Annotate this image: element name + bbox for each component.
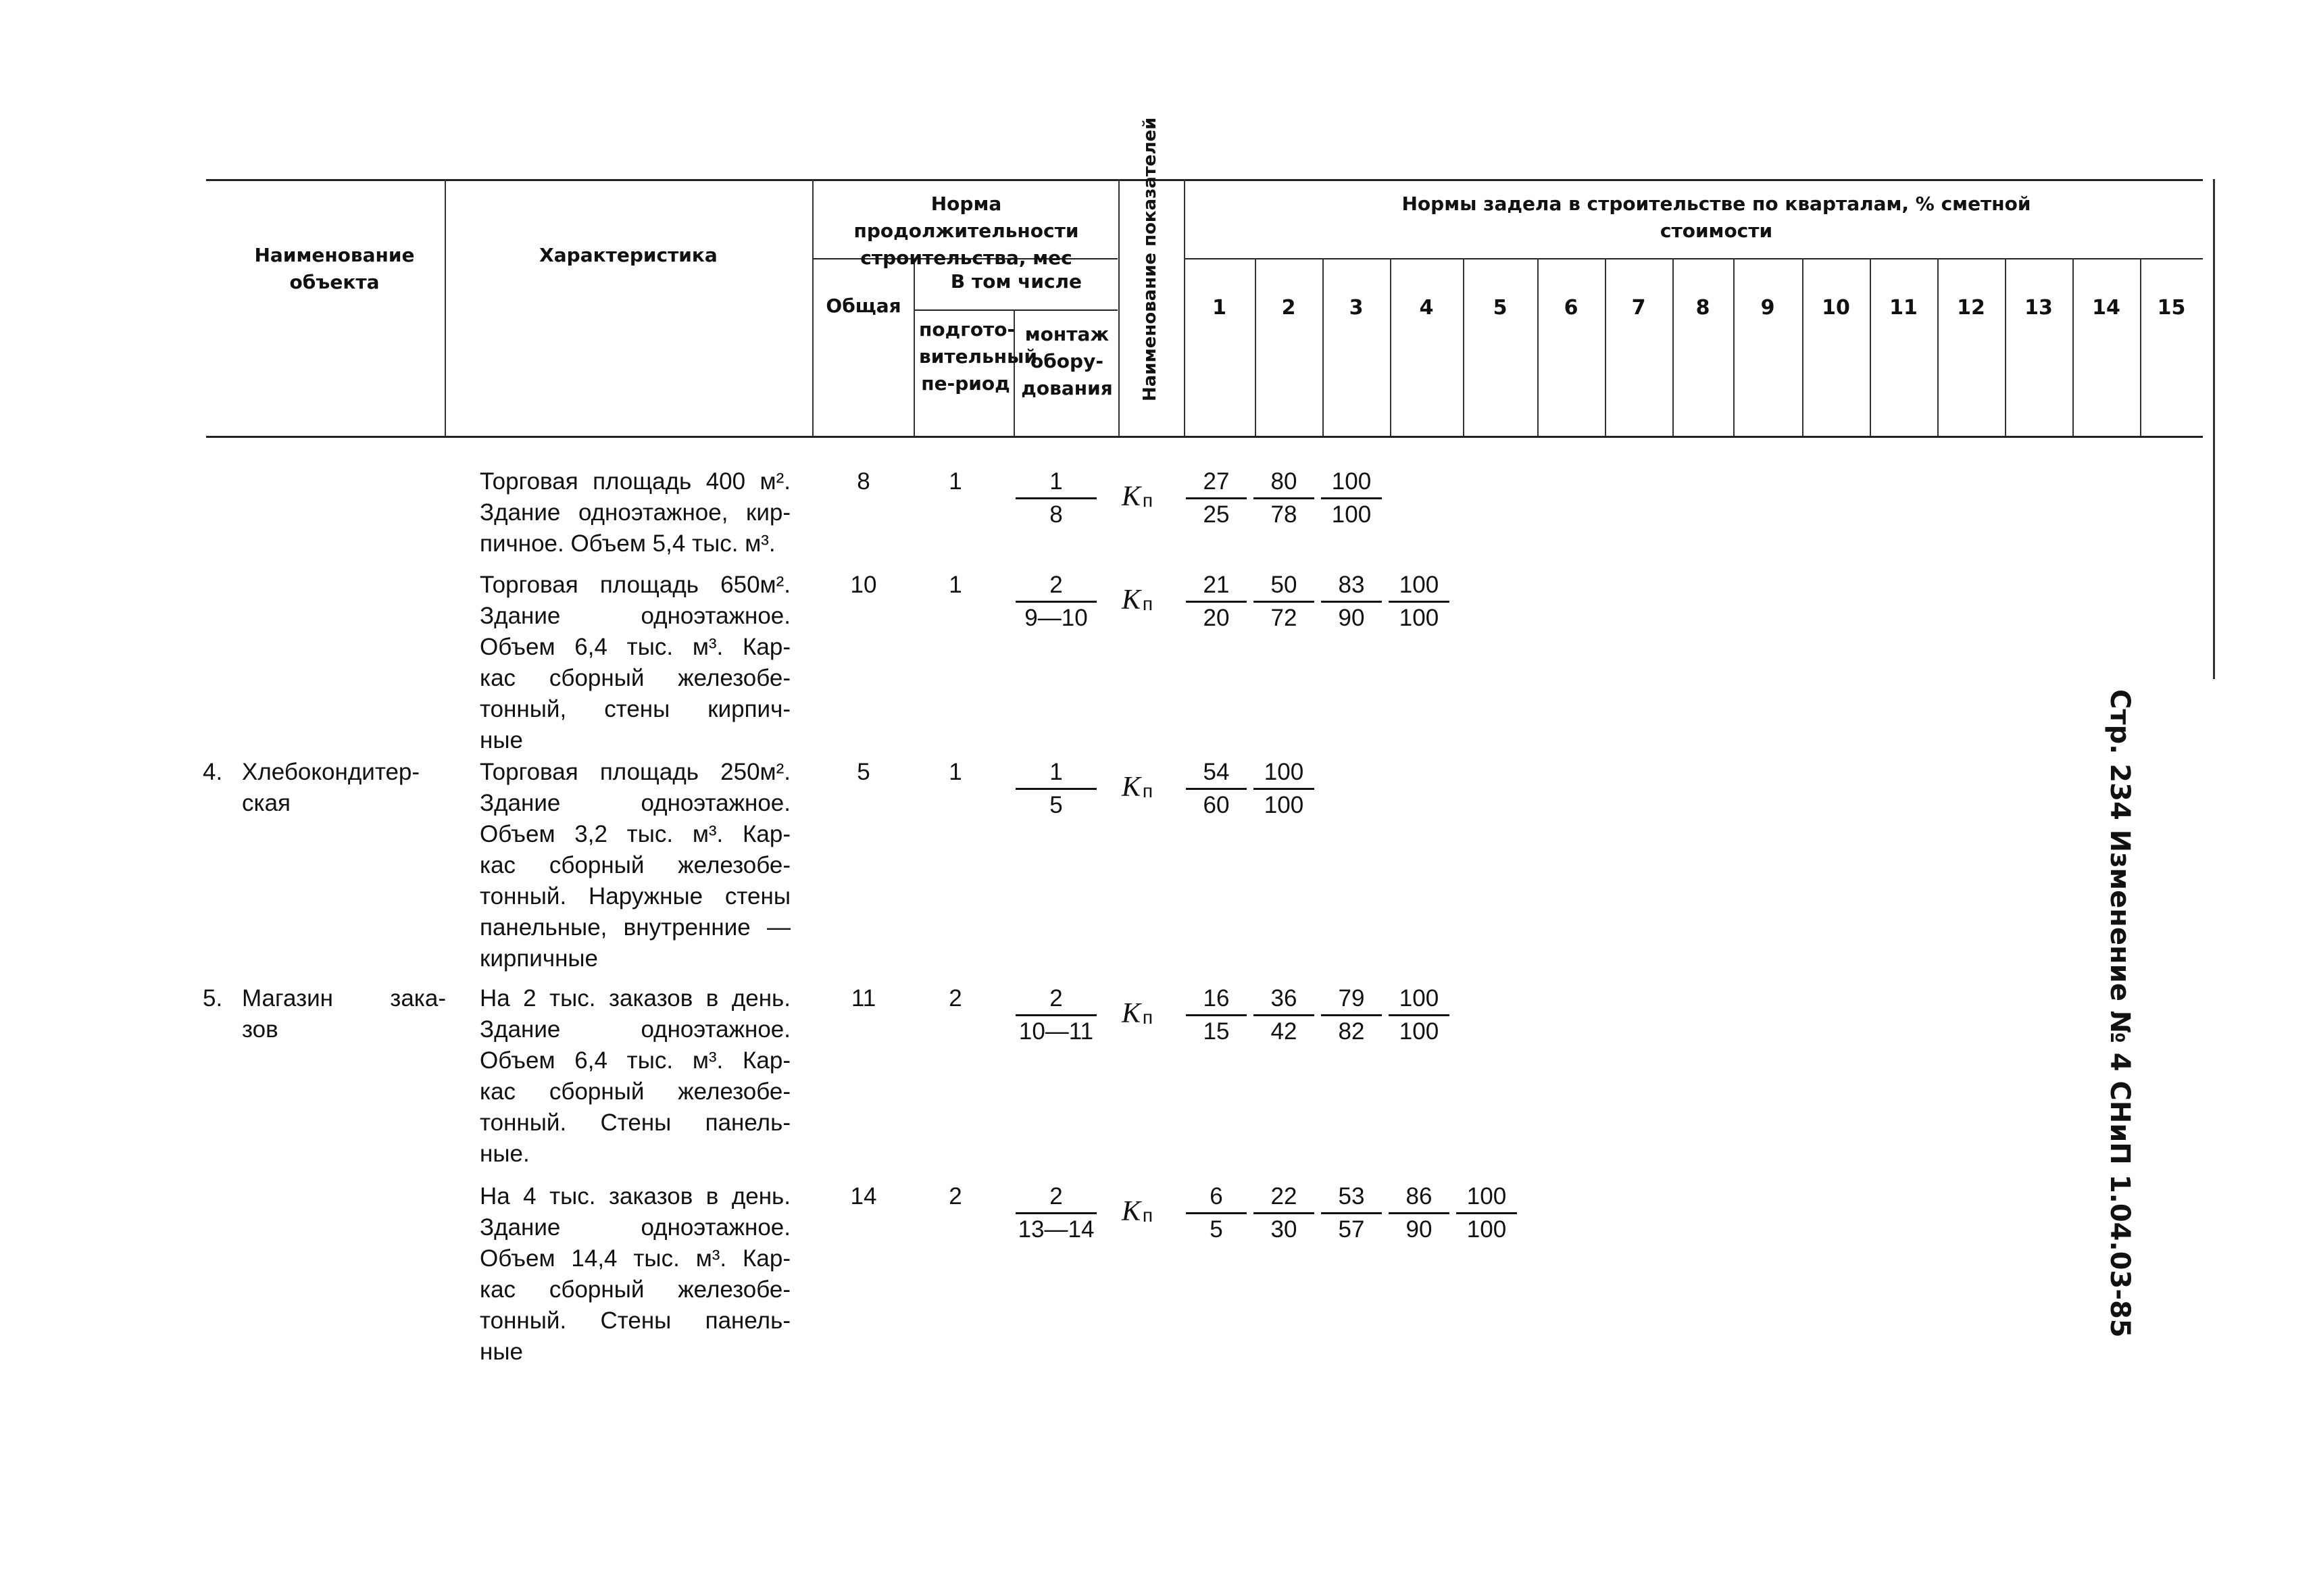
backlog-denominator: 100 [1466, 1216, 1507, 1243]
side-title-text: Стр. 234 Изменение № 4 СНиП 1.04.03-85 [2104, 689, 2135, 1338]
backlog-fraction [1389, 983, 1449, 1047]
characteristic-line: панельные, внутренние — [480, 914, 791, 941]
backlog-numerator: 100 [1321, 466, 1382, 499]
indicator-symbol: К [1122, 772, 1141, 803]
backlog-denominator: 60 [1203, 792, 1230, 818]
backlog-denominator: 5 [1210, 1216, 1223, 1243]
header-backlog-norms: Нормы задела в строительстве по кварталам, % сметной стоимости [1401, 193, 2031, 242]
characteristic-line: Объем 6,4 тыс. м³. Кар- [480, 634, 791, 660]
object-number: 4. [203, 759, 223, 785]
backlog-denominator: 15 [1203, 1018, 1230, 1045]
quarter-label: 2 [1281, 296, 1296, 320]
mount-fraction [1016, 983, 1097, 1047]
backlog-numerator: 36 [1253, 983, 1314, 1016]
duration-total: 8 [857, 468, 870, 495]
duration-total: 5 [857, 759, 870, 785]
quarter-label: 13 [2024, 296, 2053, 320]
duration-prep: 1 [949, 572, 962, 598]
backlog-numerator: 86 [1389, 1181, 1449, 1214]
indicator-symbol: К [1122, 481, 1141, 512]
mount-fraction [1016, 570, 1097, 634]
backlog-fraction [1321, 570, 1382, 634]
duration-prep: 2 [949, 1183, 962, 1210]
quarter-label: 10 [1822, 296, 1850, 320]
backlog-denominator: 20 [1203, 605, 1230, 631]
backlog-denominator: 78 [1270, 501, 1297, 528]
quarter-divider [1733, 258, 1735, 436]
header-equipment-mount: монтаж обору-дования [1021, 323, 1113, 399]
characteristic [480, 983, 791, 1170]
backlog-fraction [1186, 1181, 1247, 1245]
backlog-denominator: 90 [1405, 1216, 1433, 1243]
quarter-label: 12 [1957, 296, 1985, 320]
quarter-label: 11 [1889, 296, 1918, 320]
mount-numerator: 1 [1016, 757, 1097, 790]
backlog-fraction [1389, 570, 1449, 634]
backlog-denominator: 72 [1270, 605, 1297, 631]
incl-sub-rule [915, 309, 1118, 311]
backlog-denominator: 25 [1203, 501, 1230, 528]
indicator-subscript: п [1142, 1205, 1153, 1226]
backlog-denominator: 100 [1399, 1018, 1439, 1045]
backlog-numerator: 27 [1186, 466, 1247, 499]
quarters-sub-rule [1184, 258, 2203, 259]
characteristic-line: Здание одноэтажное. [480, 1214, 791, 1241]
characteristic-line: Объем 6,4 тыс. м³. Кар- [480, 1047, 791, 1074]
backlog-fraction [1321, 1181, 1382, 1245]
backlog-fraction [1186, 983, 1247, 1047]
duration-prep: 1 [949, 468, 962, 495]
mount-denominator: 13—14 [1018, 1216, 1095, 1243]
backlog-numerator: 100 [1456, 1181, 1517, 1214]
backlog-numerator: 21 [1186, 570, 1247, 603]
backlog-denominator: 90 [1338, 605, 1365, 631]
backlog-denominator: 57 [1338, 1216, 1365, 1243]
characteristic-line: Торговая площадь 650м². [480, 572, 791, 598]
quarter-divider [2072, 258, 2074, 436]
quarter-divider [2140, 258, 2141, 436]
object-number: 5. [203, 985, 223, 1012]
characteristic-line: Торговая площадь 400 м². [480, 468, 791, 495]
quarter-label: 15 [2157, 296, 2186, 320]
characteristic-line: Здание одноэтажное. [480, 603, 791, 629]
quarter-label: 1 [1212, 296, 1226, 320]
backlog-fraction [1321, 466, 1382, 530]
characteristic-line: кирпичные [480, 945, 599, 972]
quarter-divider [1463, 258, 1464, 436]
indicator-subscript: п [1142, 1007, 1153, 1028]
object-name-text: зов [242, 1016, 278, 1043]
header-duration-norm: Норма продолжительности строительства, мес [853, 193, 1079, 269]
backlog-fraction [1186, 570, 1247, 634]
characteristic [480, 466, 791, 559]
quarter-label: 4 [1419, 296, 1434, 320]
mount-denominator: 9—10 [1024, 605, 1088, 631]
object-name-text: Магазин зака- [242, 985, 446, 1012]
backlog-fraction [1186, 466, 1247, 530]
characteristic-line: Здание одноэтажное. [480, 790, 791, 816]
backlog-numerator: 79 [1321, 983, 1382, 1016]
characteristic-line: Торговая площадь 250м². [480, 759, 791, 785]
quarter-label: 6 [1564, 296, 1578, 320]
characteristic-line: тонный. Стены панель- [480, 1109, 791, 1136]
backlog-numerator: 80 [1253, 466, 1314, 499]
backlog-numerator: 100 [1389, 570, 1449, 603]
quarter-divider [1537, 258, 1539, 436]
indicator-symbol: К [1122, 584, 1141, 616]
backlog-fraction [1253, 570, 1314, 634]
backlog-fraction [1253, 983, 1314, 1047]
indicator-kp [1122, 772, 1153, 807]
backlog-denominator: 30 [1270, 1216, 1297, 1243]
quarter-divider [1255, 258, 1256, 436]
mount-numerator: 2 [1016, 570, 1097, 603]
quarter-divider [1672, 258, 1674, 436]
backlog-fraction [1321, 983, 1382, 1047]
header-characteristic: Характеристика [539, 244, 718, 266]
vline-3 [914, 258, 915, 436]
header-indicators: Наименование показателей [1140, 117, 1160, 401]
indicator-kp [1122, 998, 1153, 1033]
duration-total: 10 [850, 572, 877, 598]
characteristic-line: тонный. Стены панель- [480, 1307, 791, 1334]
backlog-numerator: 50 [1253, 570, 1314, 603]
indicator-kp [1122, 481, 1153, 516]
characteristic [480, 1181, 791, 1368]
quarter-divider [2005, 258, 2006, 436]
characteristic-line: кас сборный железобе- [480, 1078, 791, 1105]
characteristic-line: тонный, стены кирпич- [480, 696, 791, 722]
mount-denominator: 5 [1049, 792, 1063, 818]
characteristic-line: кас сборный железобе- [480, 1276, 791, 1303]
characteristic-line: тонный. Наружные стены [480, 883, 791, 909]
mount-denominator: 10—11 [1018, 1018, 1094, 1045]
object-name [203, 757, 446, 819]
duration-prep: 1 [949, 759, 962, 785]
quarter-label: 5 [1493, 296, 1508, 320]
side-title-rule [2213, 179, 2215, 679]
characteristic-line: На 2 тыс. заказов в день. [480, 985, 791, 1012]
vline-1 [445, 179, 446, 436]
mount-numerator: 1 [1016, 466, 1097, 499]
characteristic-line: кас сборный железобе- [480, 665, 791, 691]
quarter-label: 7 [1631, 296, 1646, 320]
backlog-numerator: 54 [1186, 757, 1247, 790]
backlog-numerator: 83 [1321, 570, 1382, 603]
indicator-symbol: К [1122, 998, 1141, 1029]
mount-fraction [1016, 1181, 1097, 1245]
backlog-numerator: 53 [1321, 1181, 1382, 1214]
backlog-fraction [1253, 1181, 1314, 1245]
header-prep-period: подгото-вительный пе-риод [919, 318, 1038, 395]
mount-numerator: 2 [1016, 1181, 1097, 1214]
quarter-divider [1322, 258, 1324, 436]
header-total: Общая [826, 295, 901, 317]
characteristic-line: На 4 тыс. заказов в день. [480, 1183, 791, 1210]
duration-total: 11 [851, 985, 876, 1012]
characteristic-line: Здание одноэтажное. [480, 1016, 791, 1043]
backlog-fraction [1253, 466, 1314, 530]
quarter-label: 9 [1760, 296, 1775, 320]
quarter-label: 3 [1349, 296, 1364, 320]
backlog-denominator: 82 [1338, 1018, 1365, 1045]
quarter-divider [1870, 258, 1871, 436]
characteristic-line: Объем 3,2 тыс. м³. Кар- [480, 821, 791, 847]
object-name-text: Хлебокондитер- [242, 759, 420, 785]
backlog-fraction [1456, 1181, 1517, 1245]
mount-fraction [1016, 757, 1097, 821]
indicator-kp [1122, 584, 1153, 620]
backlog-numerator: 100 [1389, 983, 1449, 1016]
characteristic-line: Объем 14,4 тыс. м³. Кар- [480, 1245, 791, 1272]
duration-total: 14 [850, 1183, 877, 1210]
object-name-text: ская [242, 790, 291, 816]
vline-5 [1118, 179, 1120, 436]
characteristic-line: Здание одноэтажное, кир- [480, 499, 791, 526]
characteristic [480, 570, 791, 756]
quarter-label: 14 [2092, 296, 2120, 320]
header-object-name: Наименование объекта [254, 244, 415, 293]
characteristic-line: пичное. Объем 5,4 тыс. м³. [480, 530, 776, 557]
object-name [203, 983, 446, 1045]
backlog-numerator: 22 [1253, 1181, 1314, 1214]
backlog-fraction [1389, 1181, 1449, 1245]
characteristic [480, 757, 791, 974]
indicator-subscript: п [1142, 490, 1153, 511]
mount-numerator: 2 [1016, 983, 1097, 1016]
indicator-subscript: п [1142, 780, 1153, 801]
backlog-fraction [1186, 757, 1247, 821]
duration-prep: 2 [949, 985, 962, 1012]
backlog-numerator: 100 [1253, 757, 1314, 790]
indicator-subscript: п [1142, 593, 1153, 614]
header-including: В том числе [950, 270, 1082, 293]
indicator-symbol: К [1122, 1196, 1141, 1227]
characteristic-line: ные [480, 1339, 523, 1365]
object-name-line [203, 983, 446, 1014]
backlog-denominator: 100 [1331, 501, 1372, 528]
backlog-fraction [1253, 757, 1314, 821]
indicator-kp [1122, 1196, 1153, 1231]
quarter-divider [1390, 258, 1391, 436]
quarter-divider [1802, 258, 1803, 436]
characteristic-line: ные [480, 727, 523, 753]
mount-fraction [1016, 466, 1097, 530]
header-bottom-rule [206, 436, 2203, 438]
mount-denominator: 8 [1049, 501, 1063, 528]
header-top-rule [206, 179, 2203, 181]
characteristic-line: кас сборный железобе- [480, 852, 791, 878]
object-name-line [203, 757, 446, 788]
characteristic-line: ные. [480, 1141, 530, 1167]
backlog-denominator: 100 [1264, 792, 1304, 818]
quarter-divider [1937, 258, 1939, 436]
backlog-numerator: 16 [1186, 983, 1247, 1016]
backlog-denominator: 42 [1270, 1018, 1297, 1045]
quarter-label: 8 [1695, 296, 1710, 320]
quarter-divider [1605, 258, 1606, 436]
backlog-denominator: 100 [1399, 605, 1439, 631]
backlog-numerator: 6 [1186, 1181, 1247, 1214]
